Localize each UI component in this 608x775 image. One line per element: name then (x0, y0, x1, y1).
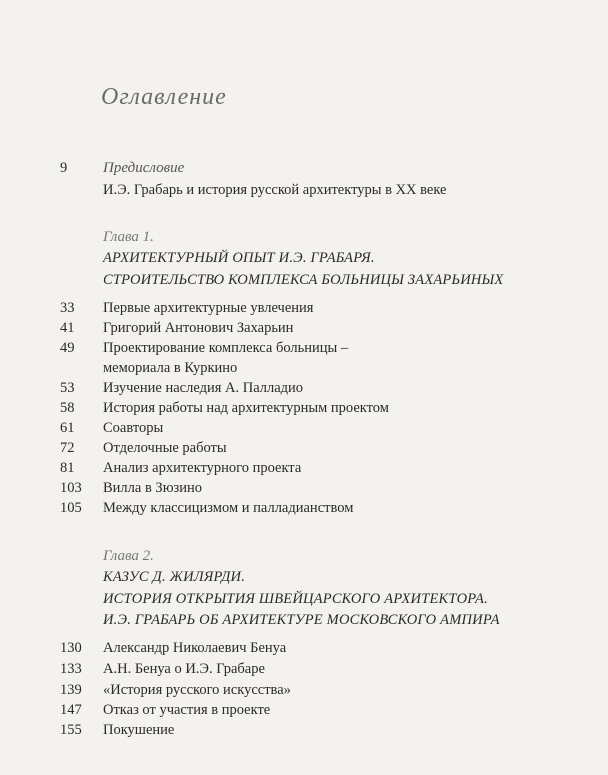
toc-entry[interactable] (0, 398, 608, 418)
toc-entry[interactable] (0, 338, 608, 358)
page-number: 49 (60, 340, 75, 356)
entry-title: Покушение (103, 722, 175, 738)
toc-entry[interactable] (0, 298, 608, 318)
page-number: 9 (60, 160, 68, 176)
chapter-1-title-line-1: АРХИТЕКТУРНЫЙ ОПЫТ И.Э. ГРАБАРЯ. (103, 250, 375, 266)
toc-entry[interactable] (0, 438, 608, 458)
entry-title: И.Э. Грабарь и история русской архитектуры в XX веке (103, 182, 447, 198)
entry-title: Между классицизмом и палладианством (103, 500, 354, 516)
entry-title: Григорий Антонович Захарьин (103, 320, 294, 336)
entry-title-continuation: мемориала в Куркино (103, 360, 238, 376)
chapter-2-title-line-2: ИСТОРИЯ ОТКРЫТИЯ ШВЕЙЦАРСКОГО АРХИТЕКТОРА. (103, 591, 488, 607)
entry-title: История работы над архитектурным проектом (103, 400, 389, 416)
entry-title: Александр Николаевич Бенуа (103, 640, 287, 656)
preface-label: Предисловие (103, 160, 185, 176)
entry-title: Проектирование комплекса больницы – (103, 340, 349, 356)
chapter-1-label: Глава 1. (103, 229, 154, 245)
toc-entry-preface[interactable] (0, 158, 608, 178)
page-number: 53 (60, 380, 75, 396)
chapter-2-title-line-3: И.Э. ГРАБАРЬ ОБ АРХИТЕКТУРЕ МОСКОВСКОГО АМПИРА (103, 612, 500, 628)
toc-entry[interactable] (0, 680, 608, 700)
entry-title: Отделочные работы (103, 440, 227, 456)
page-number: 105 (60, 500, 82, 516)
page-number: 72 (60, 440, 75, 456)
entry-title: «История русского искусства» (103, 682, 291, 698)
entry-title: Изучение наследия А. Палладио (103, 380, 304, 396)
page-number: 139 (60, 682, 82, 698)
toc-entry[interactable] (0, 659, 608, 679)
page-number: 133 (60, 661, 82, 677)
toc-entry[interactable] (0, 318, 608, 338)
entry-title: Вилла в Зюзино (103, 480, 203, 496)
chapter-2-title-line-1: КАЗУС Д. ЖИЛЯРДИ. (103, 569, 246, 585)
entry-title: Первые архитектурные увлечения (103, 300, 314, 316)
entry-title: Отказ от участия в проекте (103, 702, 271, 718)
page-number: 147 (60, 702, 82, 718)
chapter-1-title-line-2: СТРОИТЕЛЬСТВО КОМПЛЕКСА БОЛЬНИЦЫ ЗАХАРЬИНЫХ (103, 272, 504, 288)
entry-title: А.Н. Бенуа о И.Э. Грабаре (103, 661, 265, 677)
page-number: 103 (60, 480, 82, 496)
toc-entry[interactable] (0, 498, 608, 518)
toc-entry[interactable] (0, 700, 608, 720)
toc-entry-continuation (0, 358, 608, 378)
toc-entry[interactable] (0, 458, 608, 478)
entry-title: Анализ архитектурного проекта (103, 460, 302, 476)
page-number: 81 (60, 460, 75, 476)
page-number: 41 (60, 320, 75, 336)
page-number: 61 (60, 420, 75, 436)
page-number: 155 (60, 722, 82, 738)
toc-entry[interactable] (0, 378, 608, 398)
chapter-2-label: Глава 2. (103, 548, 154, 564)
entry-title: Соавторы (103, 420, 164, 436)
toc-entry[interactable] (0, 418, 608, 438)
page-number: 130 (60, 640, 82, 656)
page-number: 58 (60, 400, 75, 416)
toc-entry[interactable] (0, 638, 608, 658)
toc-entry[interactable] (0, 720, 608, 740)
toc-entry[interactable] (0, 478, 608, 498)
toc-entry-preface-text (0, 180, 608, 200)
page-title: Оглавление (101, 84, 227, 110)
page-number: 33 (60, 300, 75, 316)
